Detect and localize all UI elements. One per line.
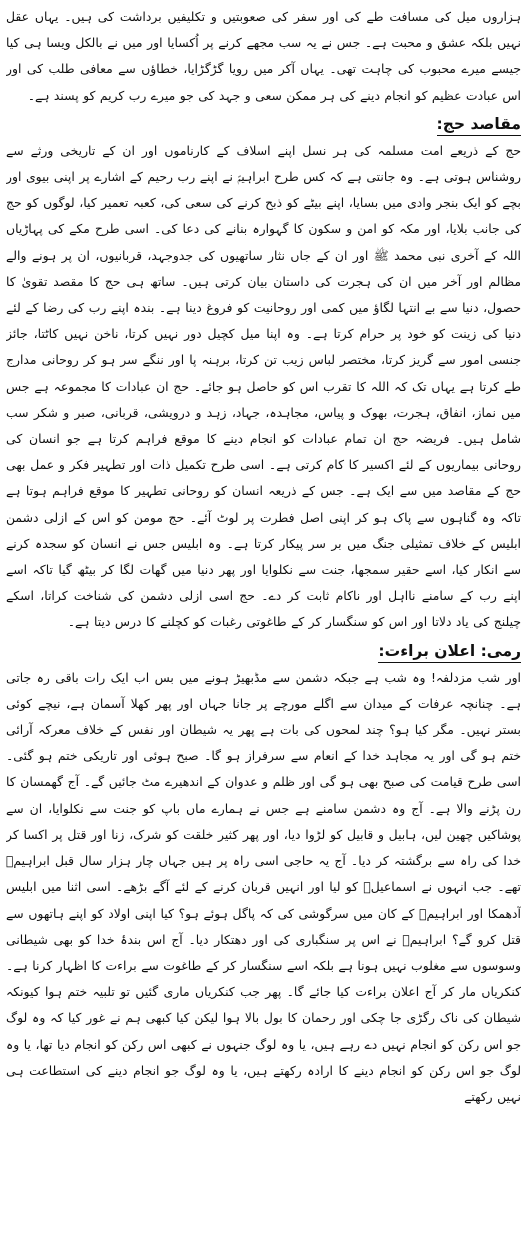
article-page: [6, 4, 521, 1258]
objectives-paragraph: حج کے ذریعے امت مسلمہ کی ہر نسل اپنے اسلاف کے کارناموں اور ان کے تاریخی ورثے سے روشناس ہوتی ہے۔ وہ جانتی ہے کہ کس طرح ابراہیمؑ نے اپنے رب رحیم کے اشارے پر اپنی بیوی اور بچے کو ایک بنجر وادی میں بسایا، اپنے بیٹے کو ذبح کرنے کی سعی کی، کعبہ تعمیر کیا، لوگوں کو حج کی جانب بلایا، اور مکہ کو امن و سکون کا گہوارہ بنانے کی دعا کی۔ اسی طرح مکے کی پہاڑیاں اللہ کے آخری نبی محمد ﷺ اور ان کے جاں نثار ساتھیوں کی جدوجہد، قربانیوں، ان پر ہونے والے مظالم اور آخر میں ان کی ہجرت کی داستان بیان کرتی ہیں۔ ساتھ ہی حج کا مقصد تقویٰ کا حصول، دنیا سے بے انتہا لگاؤ میں کمی اور روحانیت کو فروغ دینا ہے۔ بندہ اپنے رب کی رضا کے لئے دنیا کی زینت کو خود پر حرام کرتا ہے۔ وہ اپنا میل کچیل دور نہیں کرتا، ناخن نہیں کاٹتا، جائز جنسی امور سے گریز کرتا، مختصر لباس زیب تن کرتا، برہنہ پا اور ننگے سر ہو کر روحانی مدارج طے کرتا ہے یہاں تک کہ اللہ کا تقرب اس کو حاصل ہو جائے۔ حج ان عبادات کا مجموعہ ہے جس میں نماز، انفاق، ہجرت، بھوک و پیاس، مجاہدہ، جہاد، زہد و درویشی، قربانی، صبر و شکر سب شامل ہیں۔ فریضہ حج ان تمام عبادات کو انجام دینے کا موقع فراہم کرتا ہے جو انسان کی روحانی بیماریوں کے لئے اکسیر کا کام کرتی ہے۔ اسی طرح تکمیل ذات اور تطہیر فکر و عمل بھی حج کے مقاصد میں سے ایک ہے۔ جس کے ذریعہ انسان کو روحانی تطہیر کا موقع فراہم ہوتا ہے تاکہ وہ گناہوں سے پاک ہو کر اپنی اصل فطرت پر لوٹ آئے۔ حج مومن کو اس کے ازلی دشمن ابلیس کے خلاف تمثیلی جنگ میں بر سر پیکار کرتا ہے۔ وہ ابلیس جس نے انسان کو سجدہ کرنے سے انکار کیا، اسے حقیر سمجھا، جنت سے نکلوایا اور پھر دنیا میں گھات لگا کر بیٹھ گیا تاکہ اسے اپنے رب کے سامنے نااہل اور ناکام ثابت کر دے۔ حج اسی ازلی دشمن کی شناخت کراتا، اسکے چیلنج کی یاد دلاتا اور اس کو سنگسار کر کے طاغوتی رغبات کو کچلنے کا درس دیتا ہے۔: [6, 142, 521, 630]
intro-paragraph: ہزاروں میل کی مسافت طے کی اور سفر کی صعوبتیں و تکلیفیں برداشت کی ہیں۔ یہاں عقل نہیں بلکہ عشق و محبت ہے۔ جس نے یہ سب مجھے کرنے پر اُکسایا اور میں نے بالکل ویسا ہی کیا جیسے میرے محبوب کی چاہت تھی۔ یہاں آکر میں رویا گڑگڑایا، خطاؤں سے معافی طلب کی اور اس عبادت عظیم کو انجام دینے کی ہر ممکن سعی و جہد کی جو میرے رب کریم کو پسند ہے۔: [6, 9, 521, 103]
heading-objectives-text: مقاصد حج:: [437, 113, 521, 136]
heading-rami-text: رمی: اعلان براءت:: [378, 640, 521, 663]
heading-objectives-of-hajj: [6, 110, 521, 138]
heading-rami-declaration: [6, 637, 521, 665]
rami-paragraph: اور شب مزدلفہ! وہ شب ہے جبکہ دشمن سے مڈبھیڑ ہونے میں بس اب ایک رات باقی رہ جاتی ہے۔ چنانچہ عرفات کے میدان سے اگلے مورچے پر جانا جہاں اور پھر کھلا آسمان ہے، نیچے کوئی بستر نہیں۔ مگر کیا ہو؟ چند لمحوں کی بات ہے پھر یہ شیطان اور نفس کے خلاف معرکہ آرائی ختم ہو گی اور یہ مجاہد خدا کے انعام سے سرفراز ہو گا۔ صبح ہوئی اور تاریکی ختم ہو گئی۔ اسی طرح قیامت کی صبح بھی ہو گی اور ظلم و عدوان کے اندھیرے مٹ جائیں گے۔ آج گھمسان کا رن پڑنے والا ہے۔ آج وہ دشمن سامنے ہے جس نے ہمارے ماں باپ کو جنت سے نکلوایا، ان سے پوشاکیں چھین لیں، ہابیل و قابیل کو لڑوا دیا، اور پھر کثیر خلقت کو شرک، زنا اور قتل پر اکسا کر خدا کی راہ سے برگشتہ کر دیا۔ آج یہ حاجی اسی راہ پر ہیں جہاں چار ہزار سال قبل ابراہیمؑ تھے۔ جب انہوں نے اسماعیلؑ کو لیا اور انہیں قربان کرنے کے لئے آگے بڑھے۔ اسی اثنا میں ابلیس آدھمکا اور ابراہیمؑ کے کان میں سرگوشی کی کہ پاگل ہوئے ہو؟ کیا اپنی اولاد کو اپنے ہاتھوں سے قتل کرو گے؟ ابراہیمؑ نے اس پر سنگباری کی اور دھتکار دیا۔ آج اس بندۂ خدا کو بھی شیطانی وسوسوں سے مغلوب نہیں ہونا ہے بلکہ اسے سنگسار کر کے طاغوت سے براءت کا اظہار کرنا ہے۔ کنکریاں مار کر آج اعلان براءت کیا جائے گا۔ پھر جب کنکریاں ماری گئیں تو تلبیہ ختم ہوا کیونکہ شیطان کی ناک رگڑی جا چکی اور رحمان کا بول بالا ہوا لیکن کیا کبھی ہم نے غور کیا کہ وہ لوگ جو اس رکن کو انجام نہیں دے رہے ہیں، یا وہ لوگ جنہوں نے کبھی اس رکن کو انجام دیا تھا، یا وہ لوگ جو اس رکن کو انجام دینے کا ارادہ رکھتے ہیں، یا وہ لوگ جو انجام دینے کی استطاعت ہی نہیں رکھتے: [6, 669, 521, 1104]
